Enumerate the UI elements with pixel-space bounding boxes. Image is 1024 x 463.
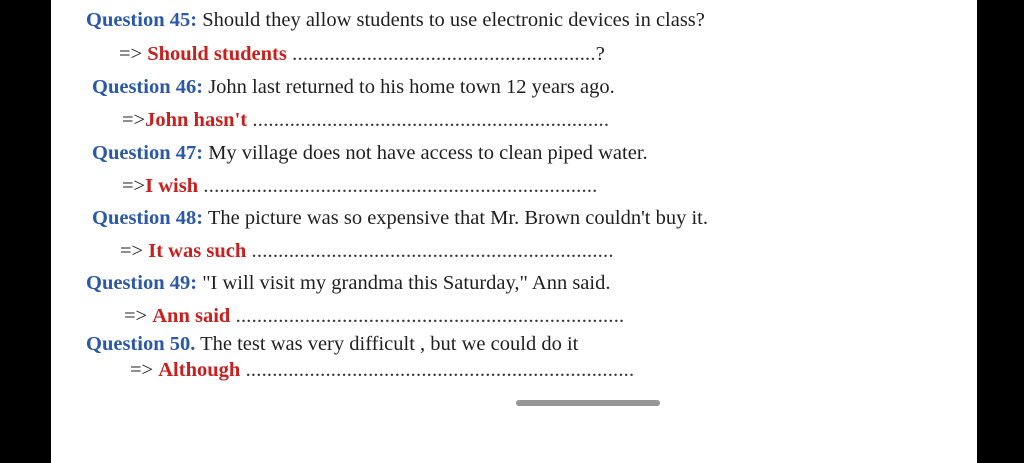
answer-45 [119, 42, 605, 66]
answer-50-arrow: => [130, 359, 159, 381]
answer-47 [122, 174, 597, 198]
answer-45-arrow: => [119, 43, 148, 65]
question-48-label: Question 48: [92, 207, 204, 229]
question-50-text: The test was very difficult , but we could do it [195, 333, 579, 355]
question-47 [92, 141, 648, 165]
question-45-label: Question 45: [86, 9, 198, 31]
question-45 [86, 8, 705, 32]
question-47-label: Question 47: [92, 142, 204, 164]
answer-45-tail: ? [595, 43, 605, 65]
answer-50-lead: Although [158, 359, 241, 381]
answer-47-lead: I wish [145, 175, 199, 197]
right-black-border [977, 0, 1024, 463]
answer-49-blank: ......................................................................... [230, 305, 625, 327]
answer-46-blank: ................................................................... [247, 109, 610, 131]
question-48 [92, 206, 708, 230]
question-46-label: Question 46: [92, 76, 204, 98]
answer-48-lead: It was such [148, 240, 247, 262]
question-48-text: The picture was so expensive that Mr. Brown couldn't buy it. [203, 207, 708, 229]
answer-47-arrow: => [122, 175, 146, 197]
answer-49-lead: Ann said [152, 305, 231, 327]
question-49-text: "I will visit my grandma this Saturday," Ann said. [197, 272, 611, 294]
question-49 [86, 271, 610, 295]
answer-47-blank: .......................................................................... [198, 175, 598, 197]
question-46-text: John last returned to his home town 12 years ago. [203, 76, 615, 98]
answer-46-lead: John hasn't [145, 109, 248, 131]
answer-46 [122, 108, 609, 132]
answer-45-lead: Should students [147, 43, 287, 65]
question-50 [86, 332, 578, 356]
answer-48-blank: .................................................................... [246, 240, 614, 262]
scroll-indicator[interactable] [516, 400, 660, 406]
question-47-text: My village does not have access to clean piped water. [203, 142, 648, 164]
answer-46-arrow: => [122, 109, 146, 131]
answer-50 [130, 358, 634, 382]
question-45-text: Should they allow students to use electronic devices in class? [197, 9, 705, 31]
answer-50-blank: ......................................................................... [240, 359, 635, 381]
answer-48-arrow: => [120, 240, 149, 262]
answer-45-blank: ......................................................... [286, 43, 596, 65]
question-46 [92, 75, 615, 99]
left-black-border [0, 0, 51, 463]
answer-48 [120, 239, 614, 263]
answer-49 [124, 304, 624, 328]
question-49-label: Question 49: [86, 272, 198, 294]
worksheet-page [51, 0, 977, 463]
answer-49-arrow: => [124, 305, 153, 327]
question-50-label: Question 50. [86, 333, 196, 355]
